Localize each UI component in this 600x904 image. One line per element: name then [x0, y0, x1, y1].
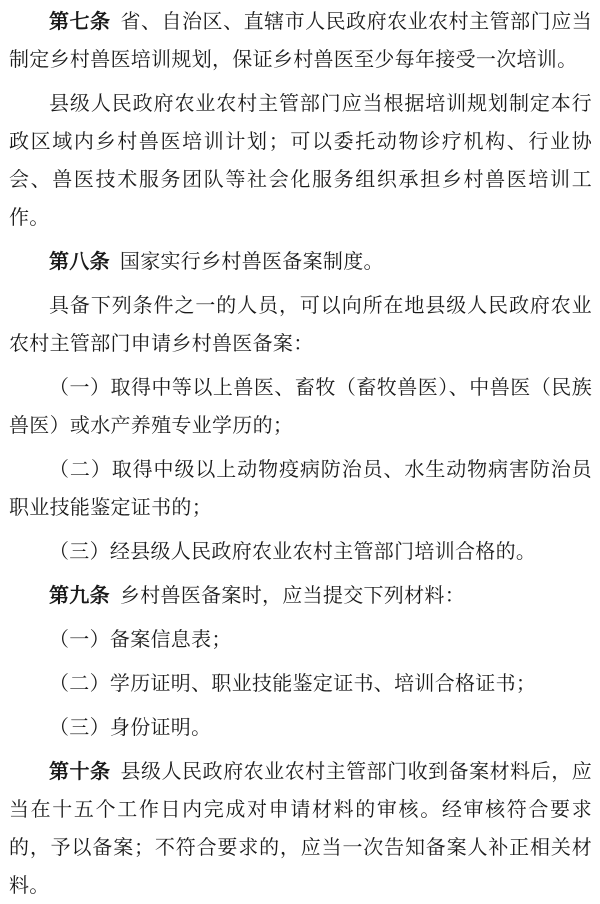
- article-8-text-5: （三）经县级人民政府农业农村主管部门培训合格的。: [49, 539, 537, 563]
- article-9-item-1: [9, 620, 592, 658]
- article-10-heading: 第十条: [49, 759, 111, 783]
- article-9-text-2: （一）备案信息表；: [49, 627, 232, 651]
- article-8-paragraph-2: [9, 286, 592, 362]
- article-8-text-4: （二）取得中级以上动物疫病防治员、水生动物病害防治员职业技能鉴定证书的；: [9, 457, 592, 519]
- article-8-item-3: [9, 532, 592, 570]
- article-9-heading: 第九条: [49, 583, 110, 607]
- article-9-text-1: 乡村兽医备案时，应当提交下列材料：: [119, 583, 466, 607]
- article-8-item-2: [9, 450, 592, 526]
- article-7-heading: 第七条: [49, 9, 111, 33]
- article-8-text-3: （一）取得中等以上兽医、畜牧（畜牧兽医）、中兽医（民族兽医）或水产养殖专业学历的；: [9, 375, 592, 437]
- article-10-text-1: 县级人民政府农业农村主管部门收到备案材料后，应当在十五个工作日内完成对申请材料的审核。经审核符合要求的，予以备案；不符合要求的，应当一次告知备案人补正相关材料。: [9, 759, 592, 897]
- article-7-paragraph-1: [9, 2, 592, 78]
- article-9-text-4: （三）身份证明。: [49, 715, 212, 739]
- article-9-text-3: （二）学历证明、职业技能鉴定证书、培训合格证书；: [49, 671, 537, 695]
- article-7-text-1: 省、自治区、直辖市人民政府农业农村主管部门应当制定乡村兽医培训规划，保证乡村兽医至少每年接受一次培训。: [9, 9, 592, 71]
- article-9-item-3: [9, 708, 592, 746]
- article-10-paragraph-1: [9, 752, 592, 904]
- article-8-item-1: [9, 368, 592, 444]
- article-8-text-1: 国家实行乡村兽医备案制度。: [119, 249, 384, 273]
- article-8-text-2: 具备下列条件之一的人员，可以向所在地县级人民政府农业农村主管部门申请乡村兽医备案：: [9, 293, 592, 355]
- article-8-paragraph-1: [9, 242, 592, 280]
- article-8-heading: 第八条: [49, 249, 110, 273]
- article-9-item-2: [9, 664, 592, 702]
- article-7-paragraph-2: [9, 84, 592, 236]
- article-9-paragraph-1: [9, 576, 592, 614]
- article-7-text-2: 县级人民政府农业农村主管部门应当根据培训规划制定本行政区域内乡村兽医培训计划；可以委托动物诊疗机构、行业协会、兽医技术服务团队等社会化服务组织承担乡村兽医培训工作。: [9, 91, 592, 229]
